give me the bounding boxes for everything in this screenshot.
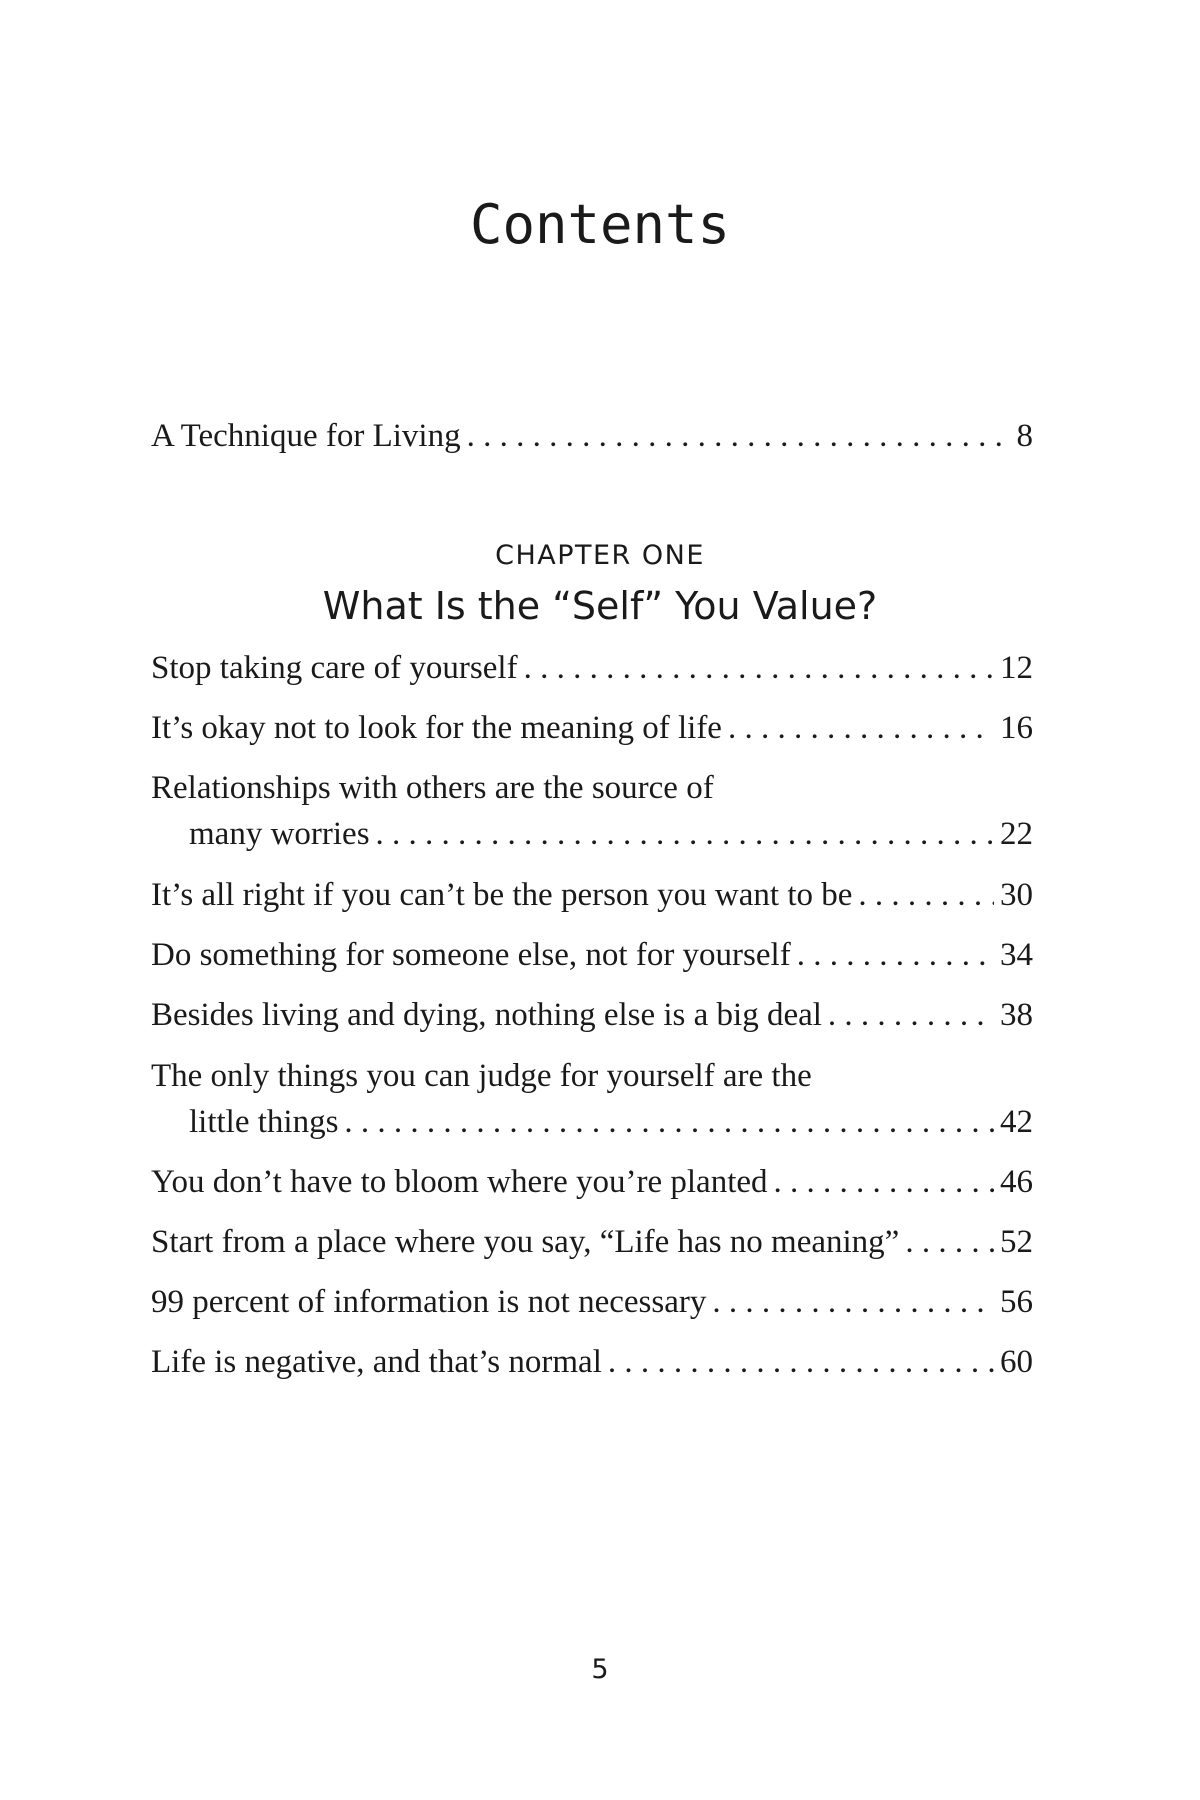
dot-leader [344, 1106, 994, 1139]
toc-entry-title: You don’t have to bloom where you’re planted [151, 1164, 768, 1200]
dot-leader [905, 1226, 994, 1259]
chapter-title: What Is the “Self” You Value? [322, 584, 878, 628]
toc-entry-title-line1: Relationships with others are the source of [151, 770, 714, 806]
toc-entry-page: 52 [1000, 1224, 1033, 1260]
page-title: Contents [469, 193, 731, 256]
toc-entry-title: Life is negative, and that’s normal [151, 1344, 602, 1380]
toc-entry-page: 22 [1000, 816, 1033, 852]
toc-entry-title: many worries [189, 816, 370, 852]
toc-entry[interactable] [151, 818, 1033, 851]
toc-entry-page: 8 [1016, 418, 1033, 454]
toc-entry-title-line1: The only things you can judge for yourself are the [151, 1058, 812, 1094]
dot-leader [524, 652, 994, 685]
toc-entry[interactable] [151, 939, 1033, 972]
toc-entry-page: 16 [1000, 710, 1033, 746]
toc-entry-page: 38 [1000, 997, 1033, 1033]
dot-leader [828, 999, 994, 1032]
toc-entry-intro[interactable] [151, 420, 1033, 453]
dot-leader [712, 1286, 994, 1319]
toc-entry[interactable] [151, 879, 1033, 912]
toc-entry[interactable] [151, 1166, 1033, 1199]
page-number: 5 [591, 1654, 609, 1685]
toc-entry-page: 56 [1000, 1284, 1033, 1320]
toc-entry-title: A Technique for Living [151, 418, 461, 454]
toc-entry-title: Do something for someone else, not for yourself [151, 937, 791, 973]
toc-entry-page: 30 [1000, 877, 1033, 913]
toc-entry-title: Start from a place where you say, “Life has no meaning” [151, 1224, 900, 1260]
toc-entry[interactable] [151, 712, 1033, 745]
dot-leader [774, 1166, 994, 1199]
toc-entry-page: 60 [1000, 1344, 1033, 1380]
toc-entry-page: 42 [1000, 1104, 1033, 1140]
toc-entry[interactable] [151, 1286, 1033, 1319]
dot-leader [797, 939, 994, 972]
toc-entry[interactable] [151, 999, 1033, 1032]
dot-leader [608, 1346, 994, 1379]
toc-entry-title: Besides living and dying, nothing else is a big deal [151, 997, 822, 1033]
toc-entry-title: It’s okay not to look for the meaning of life [151, 710, 722, 746]
toc-entry-page: 34 [1000, 937, 1033, 973]
dot-leader [467, 420, 1011, 453]
dot-leader [728, 712, 994, 745]
toc-entry[interactable] [151, 1346, 1033, 1379]
toc-entry-title: 99 percent of information is not necessary [151, 1284, 707, 1320]
toc-entry-page: 12 [1000, 650, 1033, 686]
toc-entry-title: Stop taking care of yourself [151, 650, 518, 686]
toc-entry[interactable] [151, 1226, 1033, 1259]
toc-entry[interactable] [151, 1106, 1033, 1139]
dot-leader [376, 818, 994, 851]
chapter-label: CHAPTER ONE [495, 540, 705, 571]
toc-entry-title: little things [189, 1104, 339, 1140]
toc-entry-page: 46 [1000, 1164, 1033, 1200]
dot-leader [858, 879, 994, 912]
toc-entry-title: It’s all right if you can’t be the person you want to be [151, 877, 853, 913]
toc-entry[interactable] [151, 652, 1033, 685]
